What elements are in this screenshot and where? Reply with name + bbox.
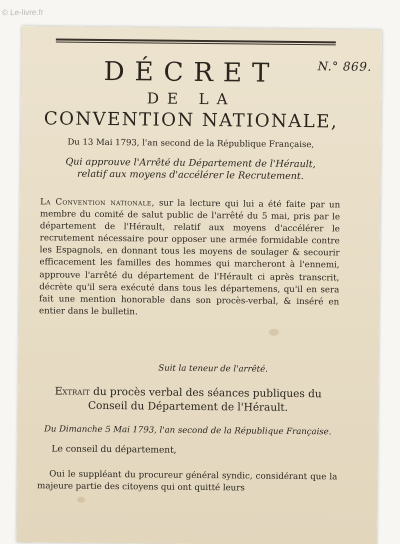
council-line: Le conseil du département, (51, 444, 177, 456)
extrait-heading (18, 384, 358, 416)
title-convention: CONVENTION NATIONALE, (43, 108, 339, 133)
document-number: N.° 869. (317, 59, 372, 74)
title-de-la: DE LA (146, 89, 236, 109)
signoff-line: Suit la teneur de l'arrêté. (158, 363, 268, 375)
paper-sheet (17, 26, 382, 544)
subtitle-line-2: relatif aux moyens d'accélérer le Recrutement. (77, 168, 304, 183)
body-text: sur la lecture qui lui a été faite par un membre du comité de salut public de l'arrêté du 5 mai, pris par le département de l'Hérault, relatif aux moyens d'accélérer le recrutement nécessaire pour opposer une armée formidable contre les Espagnols, en donnant tous les moyens de soulager & secourir efficacement les familles des hommes qui marcheront à l'ennemi, approuve l'arrêté du département de l'Hérault ci après transcrit, décrète qu'il sera exécuté dans tous les départemens, qu'il en sera fait une mention honorable dans son procès-verbal, & inséré en entier dans le bulletin. (38, 198, 341, 318)
extrait-line-2: Conseil du Département de l'Hérault. (87, 399, 289, 414)
watermark: © Le-livre.fr (1, 7, 44, 18)
council-body: Oui le suppléant du procureur général syndic, considérant que la majeure partie des citoyens qui ont quitté leurs (37, 469, 338, 494)
foxing-spot (77, 497, 85, 503)
decree-date: Du 13 Mai 1793, l'an second de la République Française, (67, 137, 315, 151)
subtitle-line-1: Qui approuve l'Arrêté du Département de l'Hérault, (65, 156, 316, 171)
decree-body (39, 196, 340, 320)
title-decret: DÉCRET (103, 56, 280, 89)
extrait-lead: Extrait (54, 385, 90, 398)
body-leadin: La Convention nationale, (40, 197, 155, 209)
extrait-line-1: du procès verbal des séances publiques du (89, 385, 322, 401)
foxing-spot (269, 329, 279, 336)
decree-subtitle (20, 156, 360, 184)
extrait-date: Du Dimanche 5 Mai 1793, l'an second de la République Française. (44, 424, 332, 438)
